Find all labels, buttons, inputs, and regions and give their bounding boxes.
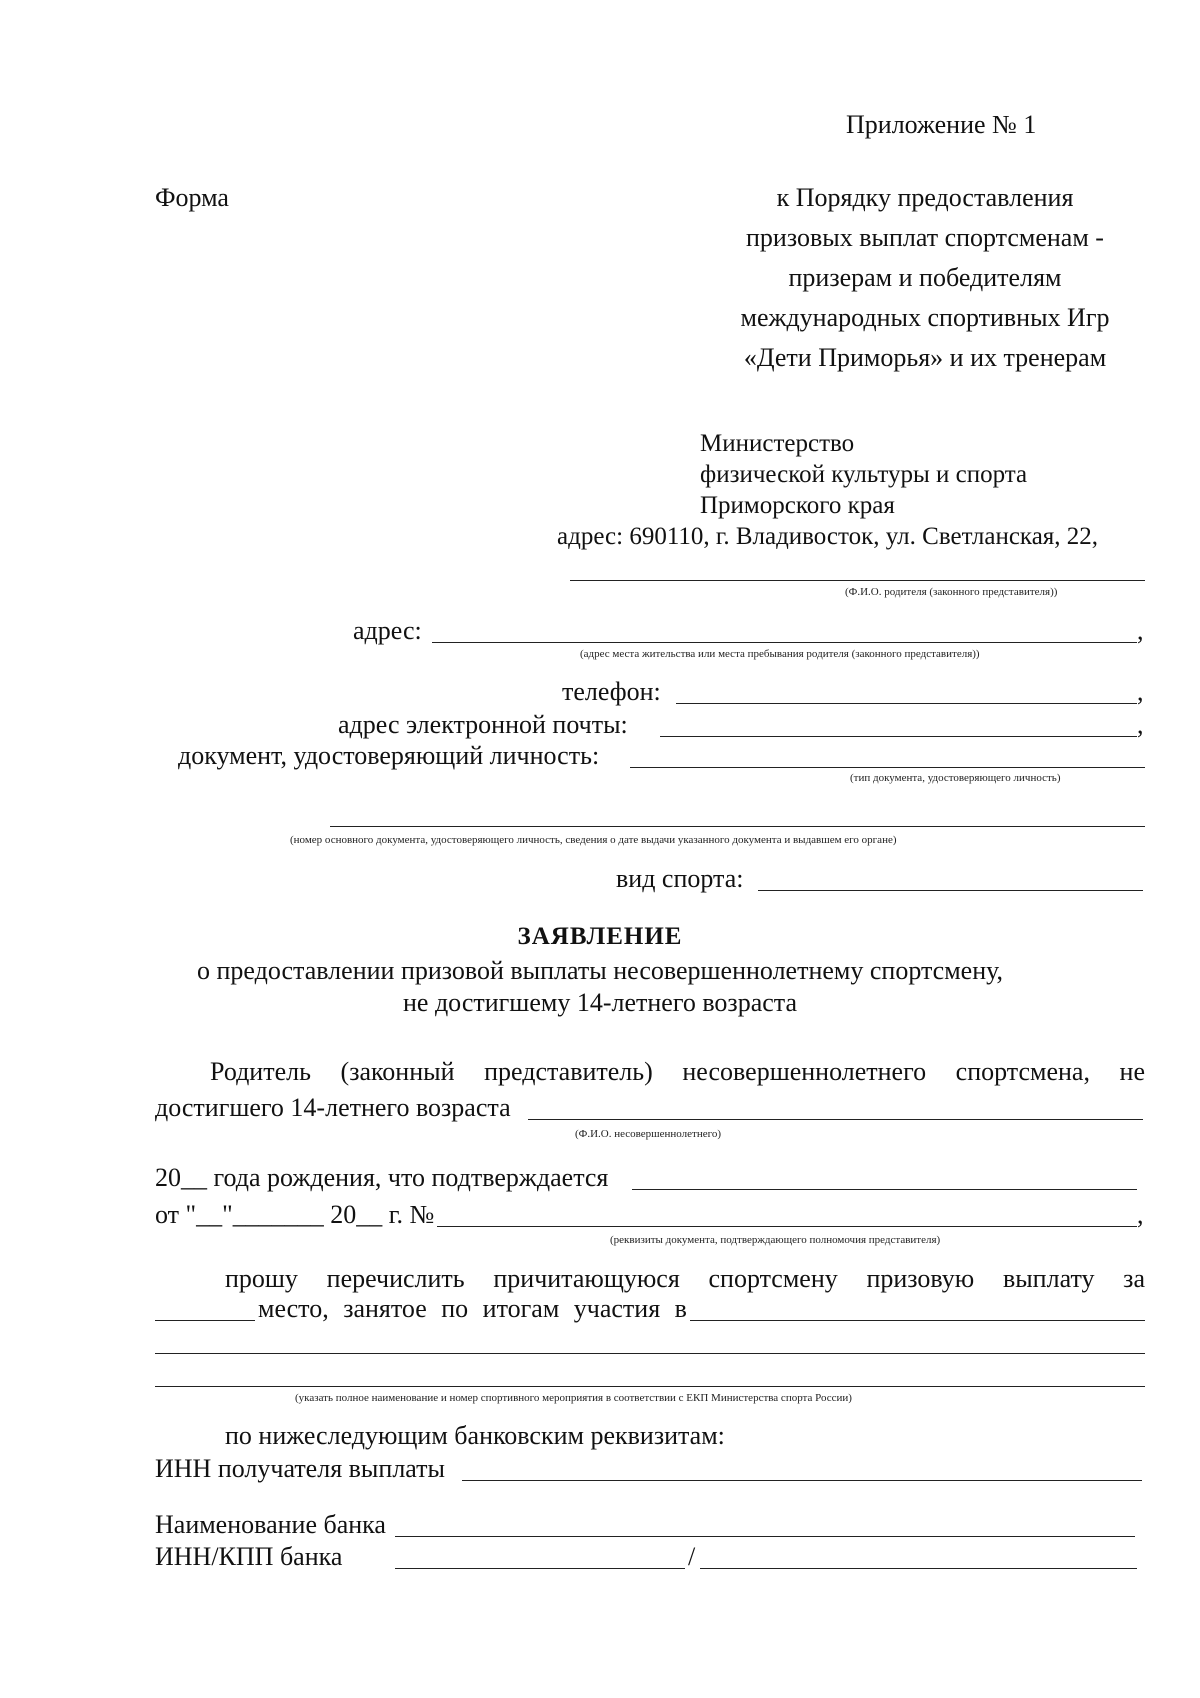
bank-name-field[interactable] bbox=[395, 1536, 1135, 1537]
recipient-address: адрес: 690110, г. Владивосток, ул. Светланская, 22, bbox=[557, 523, 1099, 550]
id-document-details-caption: (номер основного документа, удостоверяющего личность, сведения о дате выдачи указанного документа и выдавшем его органе) bbox=[290, 834, 897, 846]
recipient-line: Министерство bbox=[700, 430, 855, 457]
applicant-fio-field[interactable] bbox=[570, 580, 1145, 581]
id-document-label: документ, удостоверяющий личность: bbox=[178, 741, 600, 770]
event-field-line3[interactable] bbox=[155, 1386, 1145, 1387]
email-field[interactable] bbox=[660, 736, 1137, 737]
minor-fio-field[interactable] bbox=[528, 1119, 1143, 1120]
comma: , bbox=[1137, 1200, 1144, 1229]
id-document-details-field[interactable] bbox=[330, 826, 1145, 827]
order-ref-line: международных спортивных Игр bbox=[740, 303, 1110, 332]
sport-label: вид спорта: bbox=[616, 864, 744, 893]
document-date-line: от "__"_______ 20__ г. № bbox=[155, 1200, 435, 1229]
document-subtitle-line2: не достигшему 14-летнего возраста bbox=[403, 988, 797, 1017]
paragraph1-line2: достигшего 14-летнего возраста bbox=[155, 1093, 511, 1122]
bank-intro: по нижеследующим банковским реквизитам: bbox=[225, 1421, 725, 1450]
recipient-line: физической культуры и спорта bbox=[700, 461, 1028, 488]
bank-kpp-field[interactable] bbox=[700, 1568, 1137, 1569]
order-ref-line: к Порядку предоставления bbox=[776, 183, 1074, 212]
address-field[interactable] bbox=[432, 642, 1137, 643]
id-document-type-caption: (тип документа, удостоверяющего личность) bbox=[850, 772, 1061, 784]
authority-document-field[interactable] bbox=[437, 1226, 1137, 1227]
paragraph2-line2: место, занятое по итогам участия в bbox=[258, 1294, 687, 1323]
order-ref-line: призовых выплат спортсменам - bbox=[746, 223, 1104, 252]
phone-field[interactable] bbox=[676, 703, 1137, 704]
comma: , bbox=[1137, 710, 1144, 739]
paragraph2-line1: прошу перечислить причитающуюся спортсмену призовую выплату за bbox=[225, 1264, 1145, 1293]
bank-name-label: Наименование банка bbox=[155, 1510, 386, 1539]
order-reference bbox=[700, 178, 1150, 378]
bank-inn-field[interactable] bbox=[395, 1568, 685, 1569]
appendix-label: Приложение № 1 bbox=[846, 110, 1037, 139]
place-field[interactable] bbox=[155, 1320, 255, 1321]
event-caption: (указать полное наименование и номер спортивного мероприятия в соответствии с ЕКП Министерства спорта России) bbox=[295, 1392, 852, 1404]
birth-year-line: 20__ года рождения, что подтверждается bbox=[155, 1163, 609, 1192]
recipient-line: Приморского края bbox=[700, 492, 895, 519]
minor-fio-caption: (Ф.И.О. несовершеннолетнего) bbox=[575, 1128, 722, 1140]
address-label: адрес: bbox=[353, 616, 422, 645]
order-ref-line: призерам и победителям bbox=[788, 263, 1062, 292]
applicant-fio-caption: (Ф.И.О. родителя (законного представителя)) bbox=[845, 586, 1058, 598]
order-ref-line: «Дети Приморья» и их тренерам bbox=[743, 343, 1107, 372]
phone-label: телефон: bbox=[562, 677, 661, 706]
paragraph1-line1: Родитель (законный представитель) несовершеннолетнего спортсмена, не bbox=[210, 1057, 1145, 1086]
form-label: Форма bbox=[155, 183, 229, 212]
sport-field[interactable] bbox=[758, 890, 1143, 891]
authority-caption: (реквизиты документа, подтверждающего полномочия представителя) bbox=[610, 1234, 941, 1246]
id-document-type-field[interactable] bbox=[630, 767, 1145, 768]
document-subtitle-line1: о предоставлении призовой выплаты несовершеннолетнему спортсмену, bbox=[197, 956, 1003, 985]
inn-label: ИНН получателя выплаты bbox=[155, 1454, 445, 1483]
address-caption: (адрес места жительства или места пребывания родителя (законного представителя)) bbox=[580, 648, 980, 660]
event-field[interactable] bbox=[690, 1320, 1145, 1321]
inn-field[interactable] bbox=[462, 1480, 1142, 1481]
recipient-block bbox=[700, 428, 1027, 521]
comma: , bbox=[1137, 677, 1144, 706]
bank-inn-kpp-label: ИНН/КПП банка bbox=[155, 1542, 343, 1571]
event-field-line2[interactable] bbox=[155, 1353, 1145, 1354]
email-label: адрес электронной почты: bbox=[338, 710, 628, 739]
document-title: ЗАЯВЛЕНИЕ bbox=[517, 923, 683, 950]
slash: / bbox=[688, 1542, 696, 1571]
confirmation-field[interactable] bbox=[632, 1189, 1137, 1190]
comma: , bbox=[1137, 616, 1144, 645]
